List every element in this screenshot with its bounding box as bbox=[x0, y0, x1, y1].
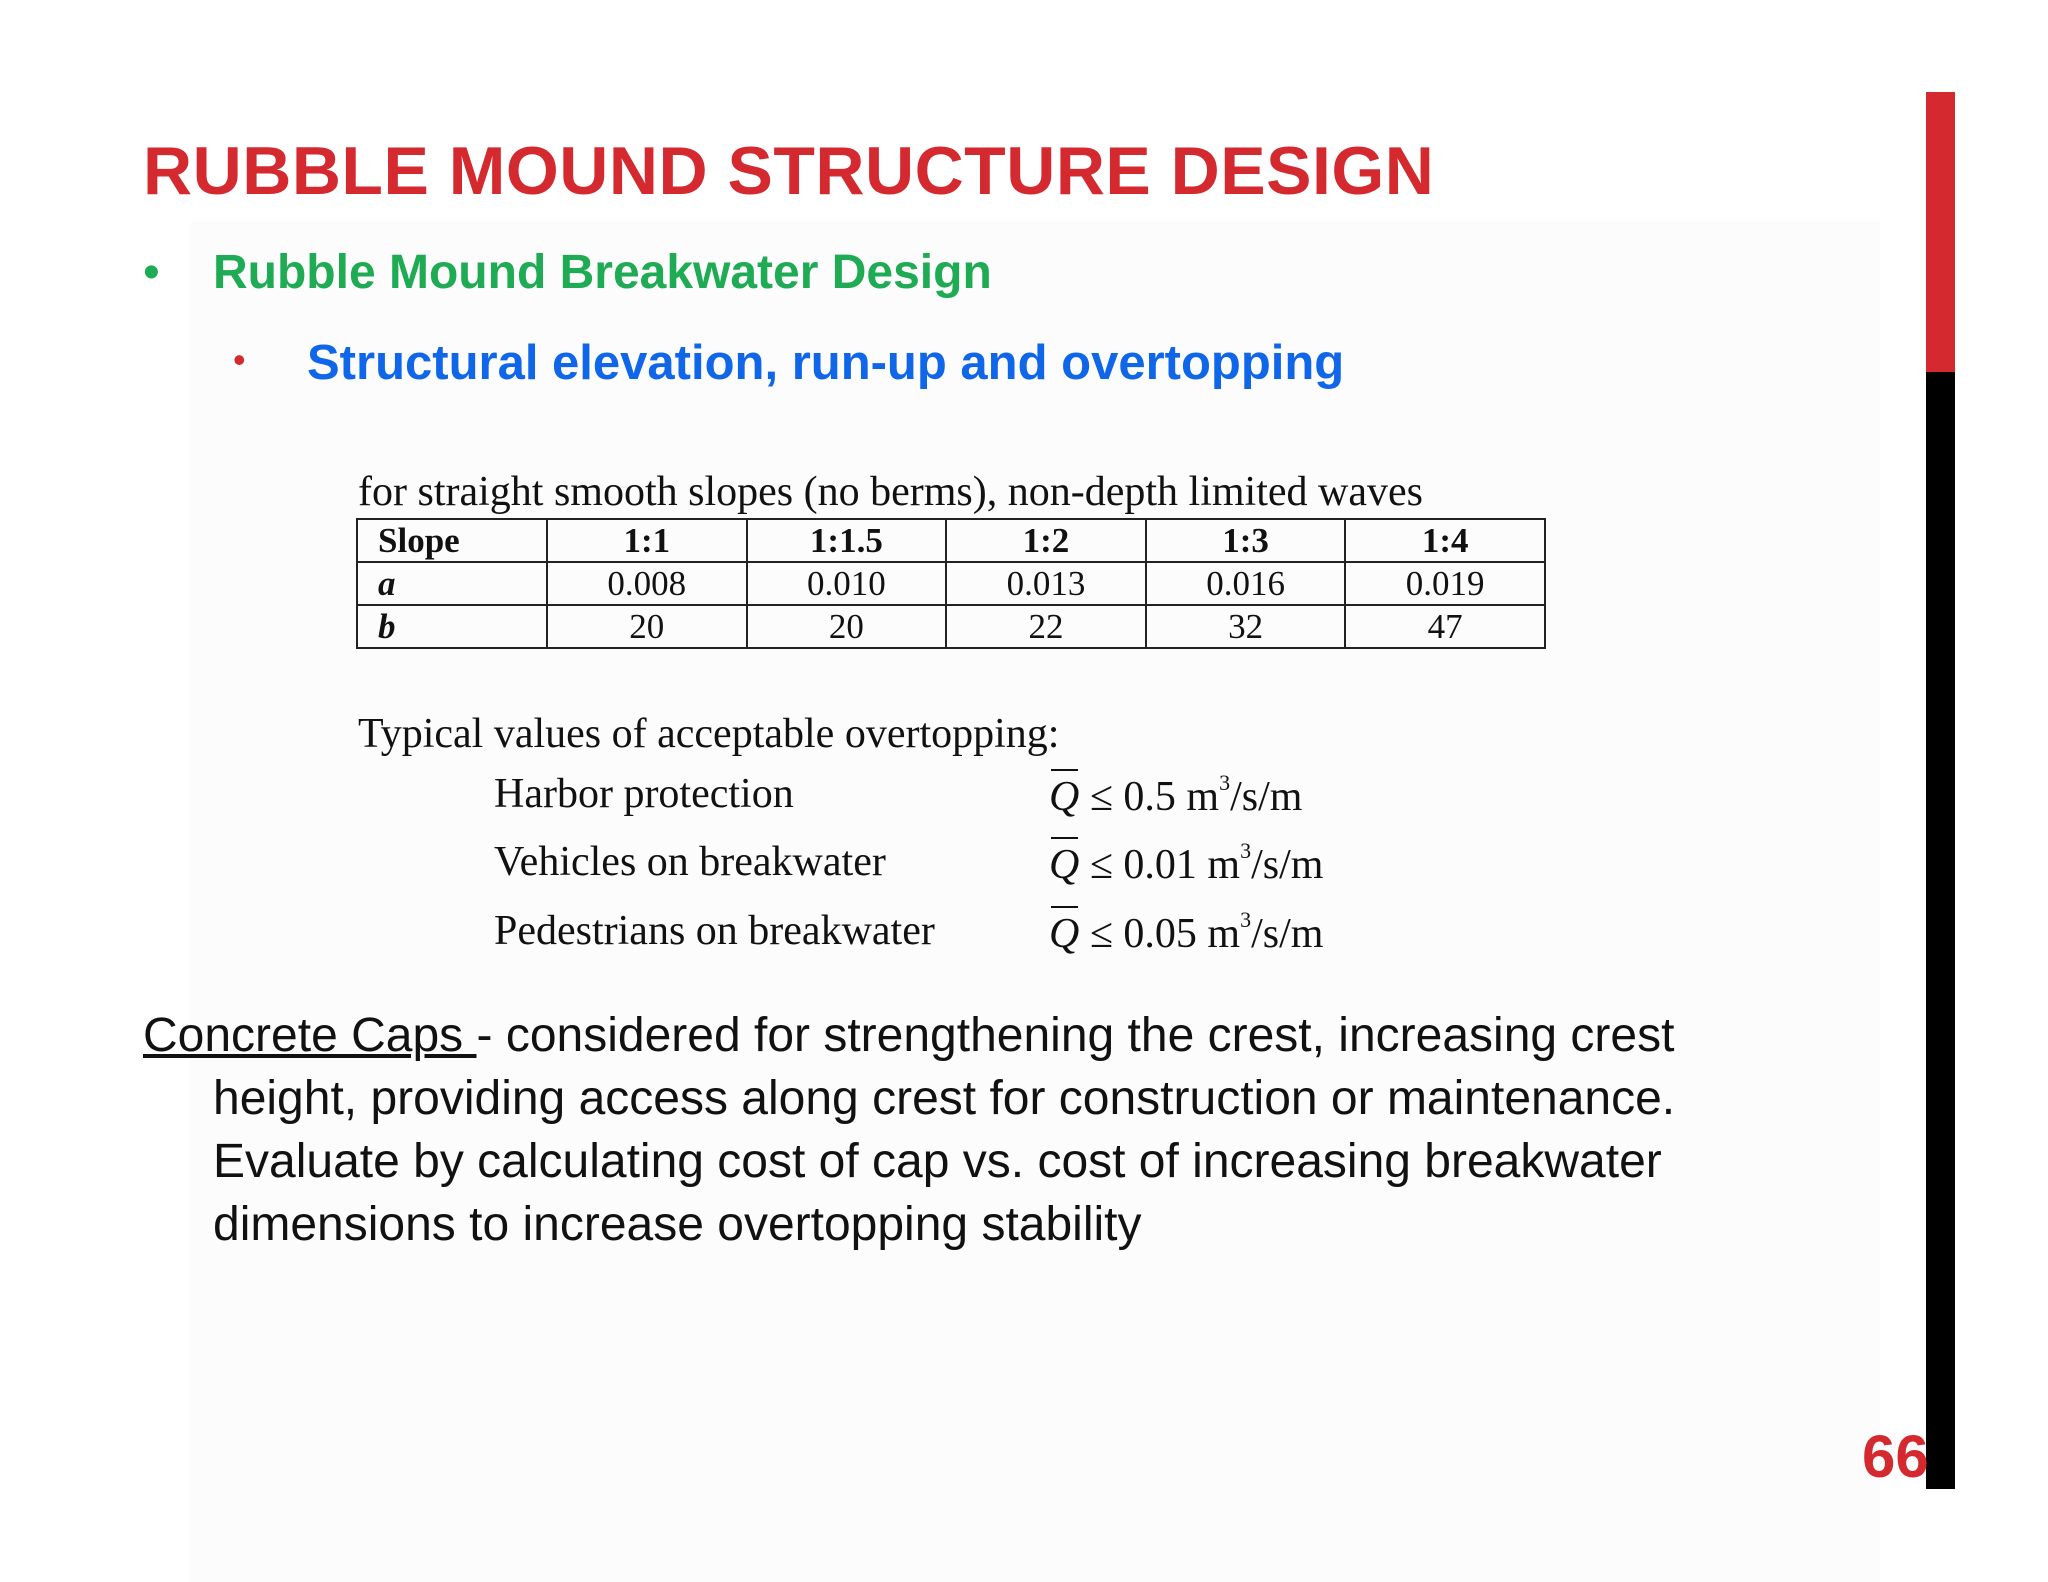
table-cell: 0.016 bbox=[1146, 562, 1346, 605]
overtopping-exponent: 3 bbox=[1219, 770, 1231, 795]
q-bar-symbol: Q bbox=[1049, 842, 1080, 888]
table-cell: 0.019 bbox=[1345, 562, 1545, 605]
table-cell: 0.008 bbox=[547, 562, 747, 605]
q-bar-symbol: Q bbox=[1049, 774, 1080, 820]
overtopping-value bbox=[1049, 770, 1302, 821]
accent-bar-red bbox=[1926, 92, 1955, 372]
table-cell: 0.010 bbox=[747, 562, 947, 605]
overtopping-exponent: 3 bbox=[1240, 838, 1252, 863]
overtopping-value bbox=[1049, 838, 1323, 889]
table-row bbox=[357, 562, 1545, 605]
runup-coefficient-table bbox=[356, 518, 1546, 649]
overtopping-exponent: 3 bbox=[1240, 907, 1252, 932]
bullet-marker: • bbox=[233, 339, 246, 380]
table-row bbox=[357, 605, 1545, 648]
table-header-cell: 1:1 bbox=[547, 519, 747, 562]
figure-caption: for straight smooth slopes (no berms), non-depth limited waves bbox=[358, 469, 1423, 515]
overtopping-unit: /s/m bbox=[1251, 842, 1324, 888]
concrete-caps-paragraph bbox=[143, 1004, 1823, 1256]
overtopping-unit: /s/m bbox=[1230, 774, 1303, 820]
table-cell: 22 bbox=[946, 605, 1146, 648]
table-header-cell: 1:1.5 bbox=[747, 519, 947, 562]
table-cell: b bbox=[357, 605, 547, 648]
table-header-row bbox=[357, 519, 1545, 562]
table-header-cell: 1:4 bbox=[1345, 519, 1545, 562]
page-number: 66 bbox=[1862, 1423, 1929, 1490]
table-cell: 47 bbox=[1345, 605, 1545, 648]
paragraph-line: dimensions to increase overtopping stability bbox=[213, 1198, 1142, 1251]
bullet-marker: • bbox=[143, 246, 160, 299]
table-header-cell: Slope bbox=[357, 519, 547, 562]
overtopping-relation: ≤ 0.5 m bbox=[1089, 774, 1220, 820]
paragraph-line: Evaluate by calculating cost of cap vs. cost of increasing breakwater bbox=[213, 1135, 1662, 1188]
overtopping-label: Vehicles on breakwater bbox=[494, 839, 886, 885]
table-cell: 20 bbox=[547, 605, 747, 648]
paragraph-line bbox=[143, 1004, 1823, 1067]
table-cell: a bbox=[357, 562, 547, 605]
accent-bar-black bbox=[1926, 372, 1955, 1489]
table-cell: 32 bbox=[1146, 605, 1346, 648]
runup-figure bbox=[356, 468, 1546, 968]
table-cell: 0.013 bbox=[946, 562, 1146, 605]
slide-title: RUBBLE MOUND STRUCTURE DESIGN bbox=[143, 133, 1435, 209]
paragraph-line: height, providing access along crest for construction or maintenance. bbox=[213, 1072, 1676, 1125]
overtopping-row bbox=[494, 838, 1394, 898]
paragraph-text: - considered for strengthening the crest, increasing crest bbox=[476, 1009, 1675, 1062]
overtopping-relation: ≤ 0.05 m bbox=[1089, 911, 1241, 957]
bullet-text: Structural elevation, run-up and overtopping bbox=[307, 336, 1345, 390]
overtopping-unit: /s/m bbox=[1251, 911, 1324, 957]
overtopping-row bbox=[494, 770, 1394, 830]
overtopping-label: Harbor protection bbox=[494, 771, 794, 817]
table-header-cell: 1:2 bbox=[946, 519, 1146, 562]
overtopping-row bbox=[494, 907, 1394, 967]
table-cell: 20 bbox=[747, 605, 947, 648]
overtopping-relation: ≤ 0.01 m bbox=[1089, 842, 1241, 888]
paragraph-lead: Concrete Caps bbox=[143, 1009, 477, 1062]
overtopping-label: Pedestrians on breakwater bbox=[494, 908, 935, 954]
overtopping-title: Typical values of acceptable overtopping: bbox=[358, 711, 1060, 757]
table-header-cell: 1:3 bbox=[1146, 519, 1346, 562]
bullet-text: Rubble Mound Breakwater Design bbox=[213, 246, 992, 299]
overtopping-value bbox=[1049, 907, 1323, 958]
q-bar-symbol: Q bbox=[1049, 911, 1080, 957]
